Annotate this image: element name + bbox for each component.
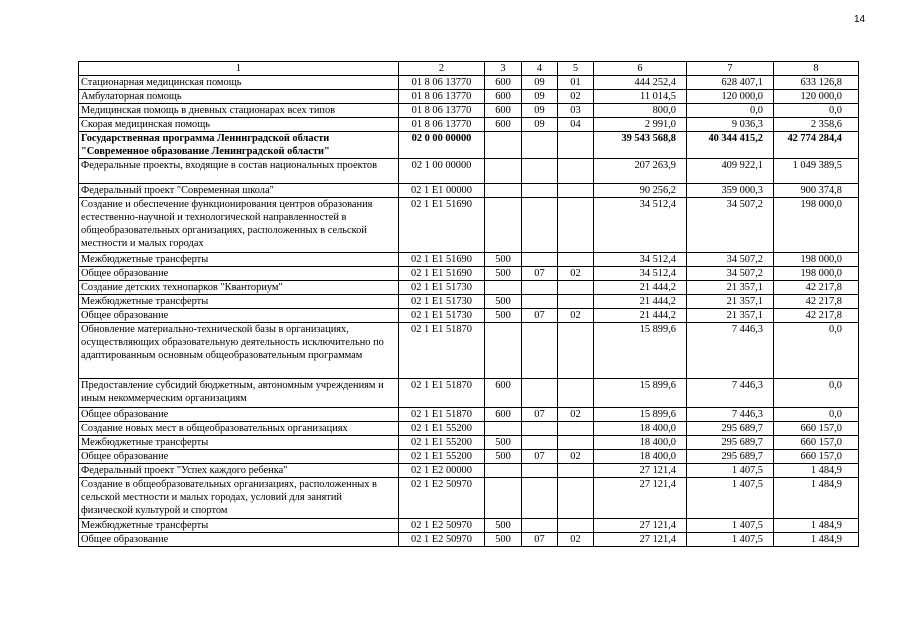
subsection-cell: 04 bbox=[558, 118, 594, 132]
table-row bbox=[79, 379, 859, 408]
amount-col8-cell: 198 000,0 bbox=[774, 253, 859, 267]
row-name-cell: Межбюджетные трансферты bbox=[79, 436, 399, 450]
amount-col6-cell: 27 121,4 bbox=[594, 478, 687, 519]
amount-col7-cell: 409 922,1 bbox=[687, 159, 774, 184]
section-cell bbox=[522, 436, 558, 450]
section-cell bbox=[522, 478, 558, 519]
amount-col8-cell: 42 217,8 bbox=[774, 309, 859, 323]
column-header: 2 bbox=[399, 62, 485, 76]
subsection-cell: 02 bbox=[558, 267, 594, 281]
amount-col8-cell: 0,0 bbox=[774, 323, 859, 379]
expense-type-cell bbox=[485, 478, 522, 519]
amount-col8-cell: 900 374,8 bbox=[774, 184, 859, 198]
target-article-cell: 02 1 E2 00000 bbox=[399, 464, 485, 478]
expense-type-cell: 600 bbox=[485, 118, 522, 132]
subsection-cell bbox=[558, 295, 594, 309]
row-name-cell: Федеральные проекты, входящие в состав национальных проектов bbox=[79, 159, 399, 184]
expense-type-cell bbox=[485, 198, 522, 253]
amount-col8-cell: 0,0 bbox=[774, 104, 859, 118]
row-name-cell: Амбулаторная помощь bbox=[79, 90, 399, 104]
table-row bbox=[79, 533, 859, 547]
target-article-cell: 02 1 E2 50970 bbox=[399, 519, 485, 533]
table-row bbox=[79, 408, 859, 422]
target-article-cell: 02 1 E1 55200 bbox=[399, 450, 485, 464]
amount-col6-cell: 18 400,0 bbox=[594, 450, 687, 464]
amount-col6-cell: 11 014,5 bbox=[594, 90, 687, 104]
expense-type-cell: 600 bbox=[485, 408, 522, 422]
table-row bbox=[79, 309, 859, 323]
amount-col7-cell: 21 357,1 bbox=[687, 281, 774, 295]
target-article-cell: 02 1 E2 50970 bbox=[399, 533, 485, 547]
row-name-cell: Межбюджетные трансферты bbox=[79, 519, 399, 533]
table-row bbox=[79, 159, 859, 184]
section-cell bbox=[522, 198, 558, 253]
column-header: 5 bbox=[558, 62, 594, 76]
amount-col8-cell: 2 358,6 bbox=[774, 118, 859, 132]
target-article-cell: 02 1 E1 51730 bbox=[399, 309, 485, 323]
expense-type-cell bbox=[485, 132, 522, 159]
expense-type-cell: 500 bbox=[485, 253, 522, 267]
amount-col8-cell: 42 774 284,4 bbox=[774, 132, 859, 159]
section-cell: 07 bbox=[522, 267, 558, 281]
expense-type-cell bbox=[485, 159, 522, 184]
row-name-cell: Общее образование bbox=[79, 309, 399, 323]
target-article-cell: 02 1 E1 51870 bbox=[399, 379, 485, 408]
amount-col6-cell: 2 991,0 bbox=[594, 118, 687, 132]
subsection-cell: 02 bbox=[558, 309, 594, 323]
column-header: 4 bbox=[522, 62, 558, 76]
subsection-cell bbox=[558, 281, 594, 295]
section-cell bbox=[522, 422, 558, 436]
amount-col8-cell: 120 000,0 bbox=[774, 90, 859, 104]
amount-col8-cell: 1 484,9 bbox=[774, 519, 859, 533]
amount-col6-cell: 444 252,4 bbox=[594, 76, 687, 90]
column-header: 1 bbox=[79, 62, 399, 76]
table-row bbox=[79, 464, 859, 478]
amount-col6-cell: 15 899,6 bbox=[594, 379, 687, 408]
amount-col7-cell: 1 407,5 bbox=[687, 464, 774, 478]
subsection-cell: 01 bbox=[558, 76, 594, 90]
amount-col7-cell: 7 446,3 bbox=[687, 323, 774, 379]
amount-col7-cell: 628 407,1 bbox=[687, 76, 774, 90]
section-cell bbox=[522, 295, 558, 309]
table-row bbox=[79, 76, 859, 90]
section-cell bbox=[522, 184, 558, 198]
table-row bbox=[79, 104, 859, 118]
column-header: 8 bbox=[774, 62, 859, 76]
amount-col7-cell: 21 357,1 bbox=[687, 309, 774, 323]
amount-col8-cell: 198 000,0 bbox=[774, 198, 859, 253]
section-cell: 09 bbox=[522, 118, 558, 132]
row-name-cell: Создание в общеобразовательных организациях, расположенных в сельской местности и малых городах, условий для занятий физической культурой и спортом bbox=[79, 478, 399, 519]
table-row bbox=[79, 281, 859, 295]
amount-col6-cell: 18 400,0 bbox=[594, 436, 687, 450]
amount-col7-cell: 295 689,7 bbox=[687, 422, 774, 436]
amount-col6-cell: 21 444,2 bbox=[594, 295, 687, 309]
amount-col7-cell: 295 689,7 bbox=[687, 450, 774, 464]
amount-col7-cell: 21 357,1 bbox=[687, 295, 774, 309]
amount-col8-cell: 1 484,9 bbox=[774, 478, 859, 519]
amount-col8-cell: 1 484,9 bbox=[774, 533, 859, 547]
table-row bbox=[79, 253, 859, 267]
row-name-cell: Общее образование bbox=[79, 408, 399, 422]
amount-col6-cell: 21 444,2 bbox=[594, 281, 687, 295]
subsection-cell bbox=[558, 478, 594, 519]
expense-type-cell: 500 bbox=[485, 533, 522, 547]
column-header: 7 bbox=[687, 62, 774, 76]
amount-col8-cell: 198 000,0 bbox=[774, 267, 859, 281]
target-article-cell: 02 1 E1 51870 bbox=[399, 408, 485, 422]
amount-col6-cell: 15 899,6 bbox=[594, 323, 687, 379]
amount-col6-cell: 39 543 568,8 bbox=[594, 132, 687, 159]
row-name-cell: Общее образование bbox=[79, 267, 399, 281]
amount-col7-cell: 34 507,2 bbox=[687, 198, 774, 253]
subsection-cell bbox=[558, 253, 594, 267]
section-cell: 07 bbox=[522, 533, 558, 547]
expense-type-cell: 500 bbox=[485, 309, 522, 323]
table-row bbox=[79, 519, 859, 533]
table-row bbox=[79, 198, 859, 253]
target-article-cell: 01 8 06 13770 bbox=[399, 118, 485, 132]
page-number: 14 bbox=[854, 14, 866, 25]
subsection-cell bbox=[558, 436, 594, 450]
row-name-cell: Создание и обеспечение функционирования центров образования естественно-научной и технологической направленностей в общеобразовательных организациях, расположенных в сельской местности и малых городах bbox=[79, 198, 399, 253]
table-row bbox=[79, 267, 859, 281]
table-row bbox=[79, 323, 859, 379]
section-cell: 09 bbox=[522, 104, 558, 118]
amount-col7-cell: 120 000,0 bbox=[687, 90, 774, 104]
row-name-cell: Скорая медицинская помощь bbox=[79, 118, 399, 132]
subsection-cell: 02 bbox=[558, 408, 594, 422]
amount-col7-cell: 295 689,7 bbox=[687, 436, 774, 450]
row-name-cell: Межбюджетные трансферты bbox=[79, 253, 399, 267]
row-name-cell: Стационарная медицинская помощь bbox=[79, 76, 399, 90]
table-row bbox=[79, 436, 859, 450]
section-cell bbox=[522, 519, 558, 533]
section-cell: 09 bbox=[522, 76, 558, 90]
subsection-cell bbox=[558, 323, 594, 379]
section-cell: 07 bbox=[522, 408, 558, 422]
subsection-cell bbox=[558, 198, 594, 253]
amount-col7-cell: 1 407,5 bbox=[687, 533, 774, 547]
expense-type-cell: 500 bbox=[485, 295, 522, 309]
expense-type-cell: 500 bbox=[485, 436, 522, 450]
table-header-row bbox=[79, 62, 859, 76]
row-name-cell: Обновление материально-технической базы в организациях, осуществляющих образовательную деятельность исключительно по адаптированным основным общеобразовательным программам bbox=[79, 323, 399, 379]
table-row bbox=[79, 295, 859, 309]
subsection-cell bbox=[558, 132, 594, 159]
amount-col7-cell: 34 507,2 bbox=[687, 267, 774, 281]
section-cell: 07 bbox=[522, 450, 558, 464]
amount-col6-cell: 15 899,6 bbox=[594, 408, 687, 422]
section-cell bbox=[522, 132, 558, 159]
expense-type-cell: 500 bbox=[485, 519, 522, 533]
subsection-cell: 02 bbox=[558, 90, 594, 104]
amount-col7-cell: 34 507,2 bbox=[687, 253, 774, 267]
amount-col8-cell: 660 157,0 bbox=[774, 436, 859, 450]
expense-type-cell bbox=[485, 464, 522, 478]
amount-col8-cell: 660 157,0 bbox=[774, 450, 859, 464]
amount-col6-cell: 27 121,4 bbox=[594, 533, 687, 547]
section-cell bbox=[522, 281, 558, 295]
amount-col8-cell: 660 157,0 bbox=[774, 422, 859, 436]
table-row bbox=[79, 422, 859, 436]
section-cell bbox=[522, 159, 558, 184]
amount-col6-cell: 34 512,4 bbox=[594, 198, 687, 253]
amount-col8-cell: 42 217,8 bbox=[774, 295, 859, 309]
row-name-cell: Общее образование bbox=[79, 533, 399, 547]
subsection-cell: 02 bbox=[558, 450, 594, 464]
table-row bbox=[79, 478, 859, 519]
amount-col6-cell: 27 121,4 bbox=[594, 464, 687, 478]
row-name-cell: Федеральный проект "Успех каждого ребенка" bbox=[79, 464, 399, 478]
row-name-cell: Медицинская помощь в дневных стационарах всех типов bbox=[79, 104, 399, 118]
row-name-cell: Федеральный проект "Современная школа" bbox=[79, 184, 399, 198]
section-cell bbox=[522, 323, 558, 379]
amount-col7-cell: 1 407,5 bbox=[687, 478, 774, 519]
expense-type-cell: 500 bbox=[485, 267, 522, 281]
amount-col8-cell: 0,0 bbox=[774, 408, 859, 422]
subsection-cell bbox=[558, 464, 594, 478]
target-article-cell: 02 0 00 00000 bbox=[399, 132, 485, 159]
target-article-cell: 01 8 06 13770 bbox=[399, 76, 485, 90]
target-article-cell: 02 1 E1 00000 bbox=[399, 184, 485, 198]
amount-col8-cell: 42 217,8 bbox=[774, 281, 859, 295]
budget-table bbox=[78, 61, 859, 547]
subsection-cell: 02 bbox=[558, 533, 594, 547]
table-row bbox=[79, 90, 859, 104]
column-header: 6 bbox=[594, 62, 687, 76]
amount-col6-cell: 207 263,9 bbox=[594, 159, 687, 184]
target-article-cell: 02 1 E1 55200 bbox=[399, 436, 485, 450]
amount-col7-cell: 1 407,5 bbox=[687, 519, 774, 533]
expense-type-cell bbox=[485, 281, 522, 295]
target-article-cell: 02 1 E1 51730 bbox=[399, 295, 485, 309]
table-row bbox=[79, 118, 859, 132]
subsection-cell: 03 bbox=[558, 104, 594, 118]
row-name-cell: Предоставление субсидий бюджетным, автономным учреждениям и иным некоммерческим организациям bbox=[79, 379, 399, 408]
row-name-cell: Создание детских технопарков "Кванториум" bbox=[79, 281, 399, 295]
subsection-cell bbox=[558, 159, 594, 184]
section-cell bbox=[522, 464, 558, 478]
amount-col6-cell: 21 444,2 bbox=[594, 309, 687, 323]
expense-type-cell bbox=[485, 323, 522, 379]
target-article-cell: 02 1 00 00000 bbox=[399, 159, 485, 184]
amount-col6-cell: 34 512,4 bbox=[594, 267, 687, 281]
amount-col8-cell: 633 126,8 bbox=[774, 76, 859, 90]
target-article-cell: 02 1 E1 55200 bbox=[399, 422, 485, 436]
target-article-cell: 02 1 E1 51690 bbox=[399, 253, 485, 267]
target-article-cell: 02 1 E1 51730 bbox=[399, 281, 485, 295]
row-name-cell: Государственная программа Ленинградской области "Современное образование Ленинградской области" bbox=[79, 132, 399, 159]
target-article-cell: 02 1 E1 51690 bbox=[399, 267, 485, 281]
subsection-cell bbox=[558, 519, 594, 533]
expense-type-cell: 600 bbox=[485, 104, 522, 118]
amount-col7-cell: 7 446,3 bbox=[687, 379, 774, 408]
row-name-cell: Общее образование bbox=[79, 450, 399, 464]
expense-type-cell: 600 bbox=[485, 76, 522, 90]
row-name-cell: Межбюджетные трансферты bbox=[79, 295, 399, 309]
subsection-cell bbox=[558, 422, 594, 436]
amount-col6-cell: 800,0 bbox=[594, 104, 687, 118]
amount-col7-cell: 359 000,3 bbox=[687, 184, 774, 198]
row-name-cell: Создание новых мест в общеобразовательных организациях bbox=[79, 422, 399, 436]
amount-col8-cell: 0,0 bbox=[774, 379, 859, 408]
table-row bbox=[79, 132, 859, 159]
target-article-cell: 01 8 06 13770 bbox=[399, 104, 485, 118]
amount-col7-cell: 0,0 bbox=[687, 104, 774, 118]
section-cell bbox=[522, 379, 558, 408]
expense-type-cell bbox=[485, 422, 522, 436]
amount-col7-cell: 9 036,3 bbox=[687, 118, 774, 132]
target-article-cell: 02 1 E2 50970 bbox=[399, 478, 485, 519]
amount-col6-cell: 90 256,2 bbox=[594, 184, 687, 198]
amount-col8-cell: 1 049 389,5 bbox=[774, 159, 859, 184]
amount-col6-cell: 18 400,0 bbox=[594, 422, 687, 436]
amount-col6-cell: 27 121,4 bbox=[594, 519, 687, 533]
amount-col7-cell: 40 344 415,2 bbox=[687, 132, 774, 159]
target-article-cell: 01 8 06 13770 bbox=[399, 90, 485, 104]
amount-col6-cell: 34 512,4 bbox=[594, 253, 687, 267]
expense-type-cell: 500 bbox=[485, 450, 522, 464]
section-cell bbox=[522, 253, 558, 267]
target-article-cell: 02 1 E1 51690 bbox=[399, 198, 485, 253]
section-cell: 09 bbox=[522, 90, 558, 104]
target-article-cell: 02 1 E1 51870 bbox=[399, 323, 485, 379]
column-header: 3 bbox=[485, 62, 522, 76]
expense-type-cell bbox=[485, 184, 522, 198]
table-row bbox=[79, 184, 859, 198]
expense-type-cell: 600 bbox=[485, 379, 522, 408]
amount-col7-cell: 7 446,3 bbox=[687, 408, 774, 422]
subsection-cell bbox=[558, 184, 594, 198]
subsection-cell bbox=[558, 379, 594, 408]
table-row bbox=[79, 450, 859, 464]
section-cell: 07 bbox=[522, 309, 558, 323]
expense-type-cell: 600 bbox=[485, 90, 522, 104]
amount-col8-cell: 1 484,9 bbox=[774, 464, 859, 478]
